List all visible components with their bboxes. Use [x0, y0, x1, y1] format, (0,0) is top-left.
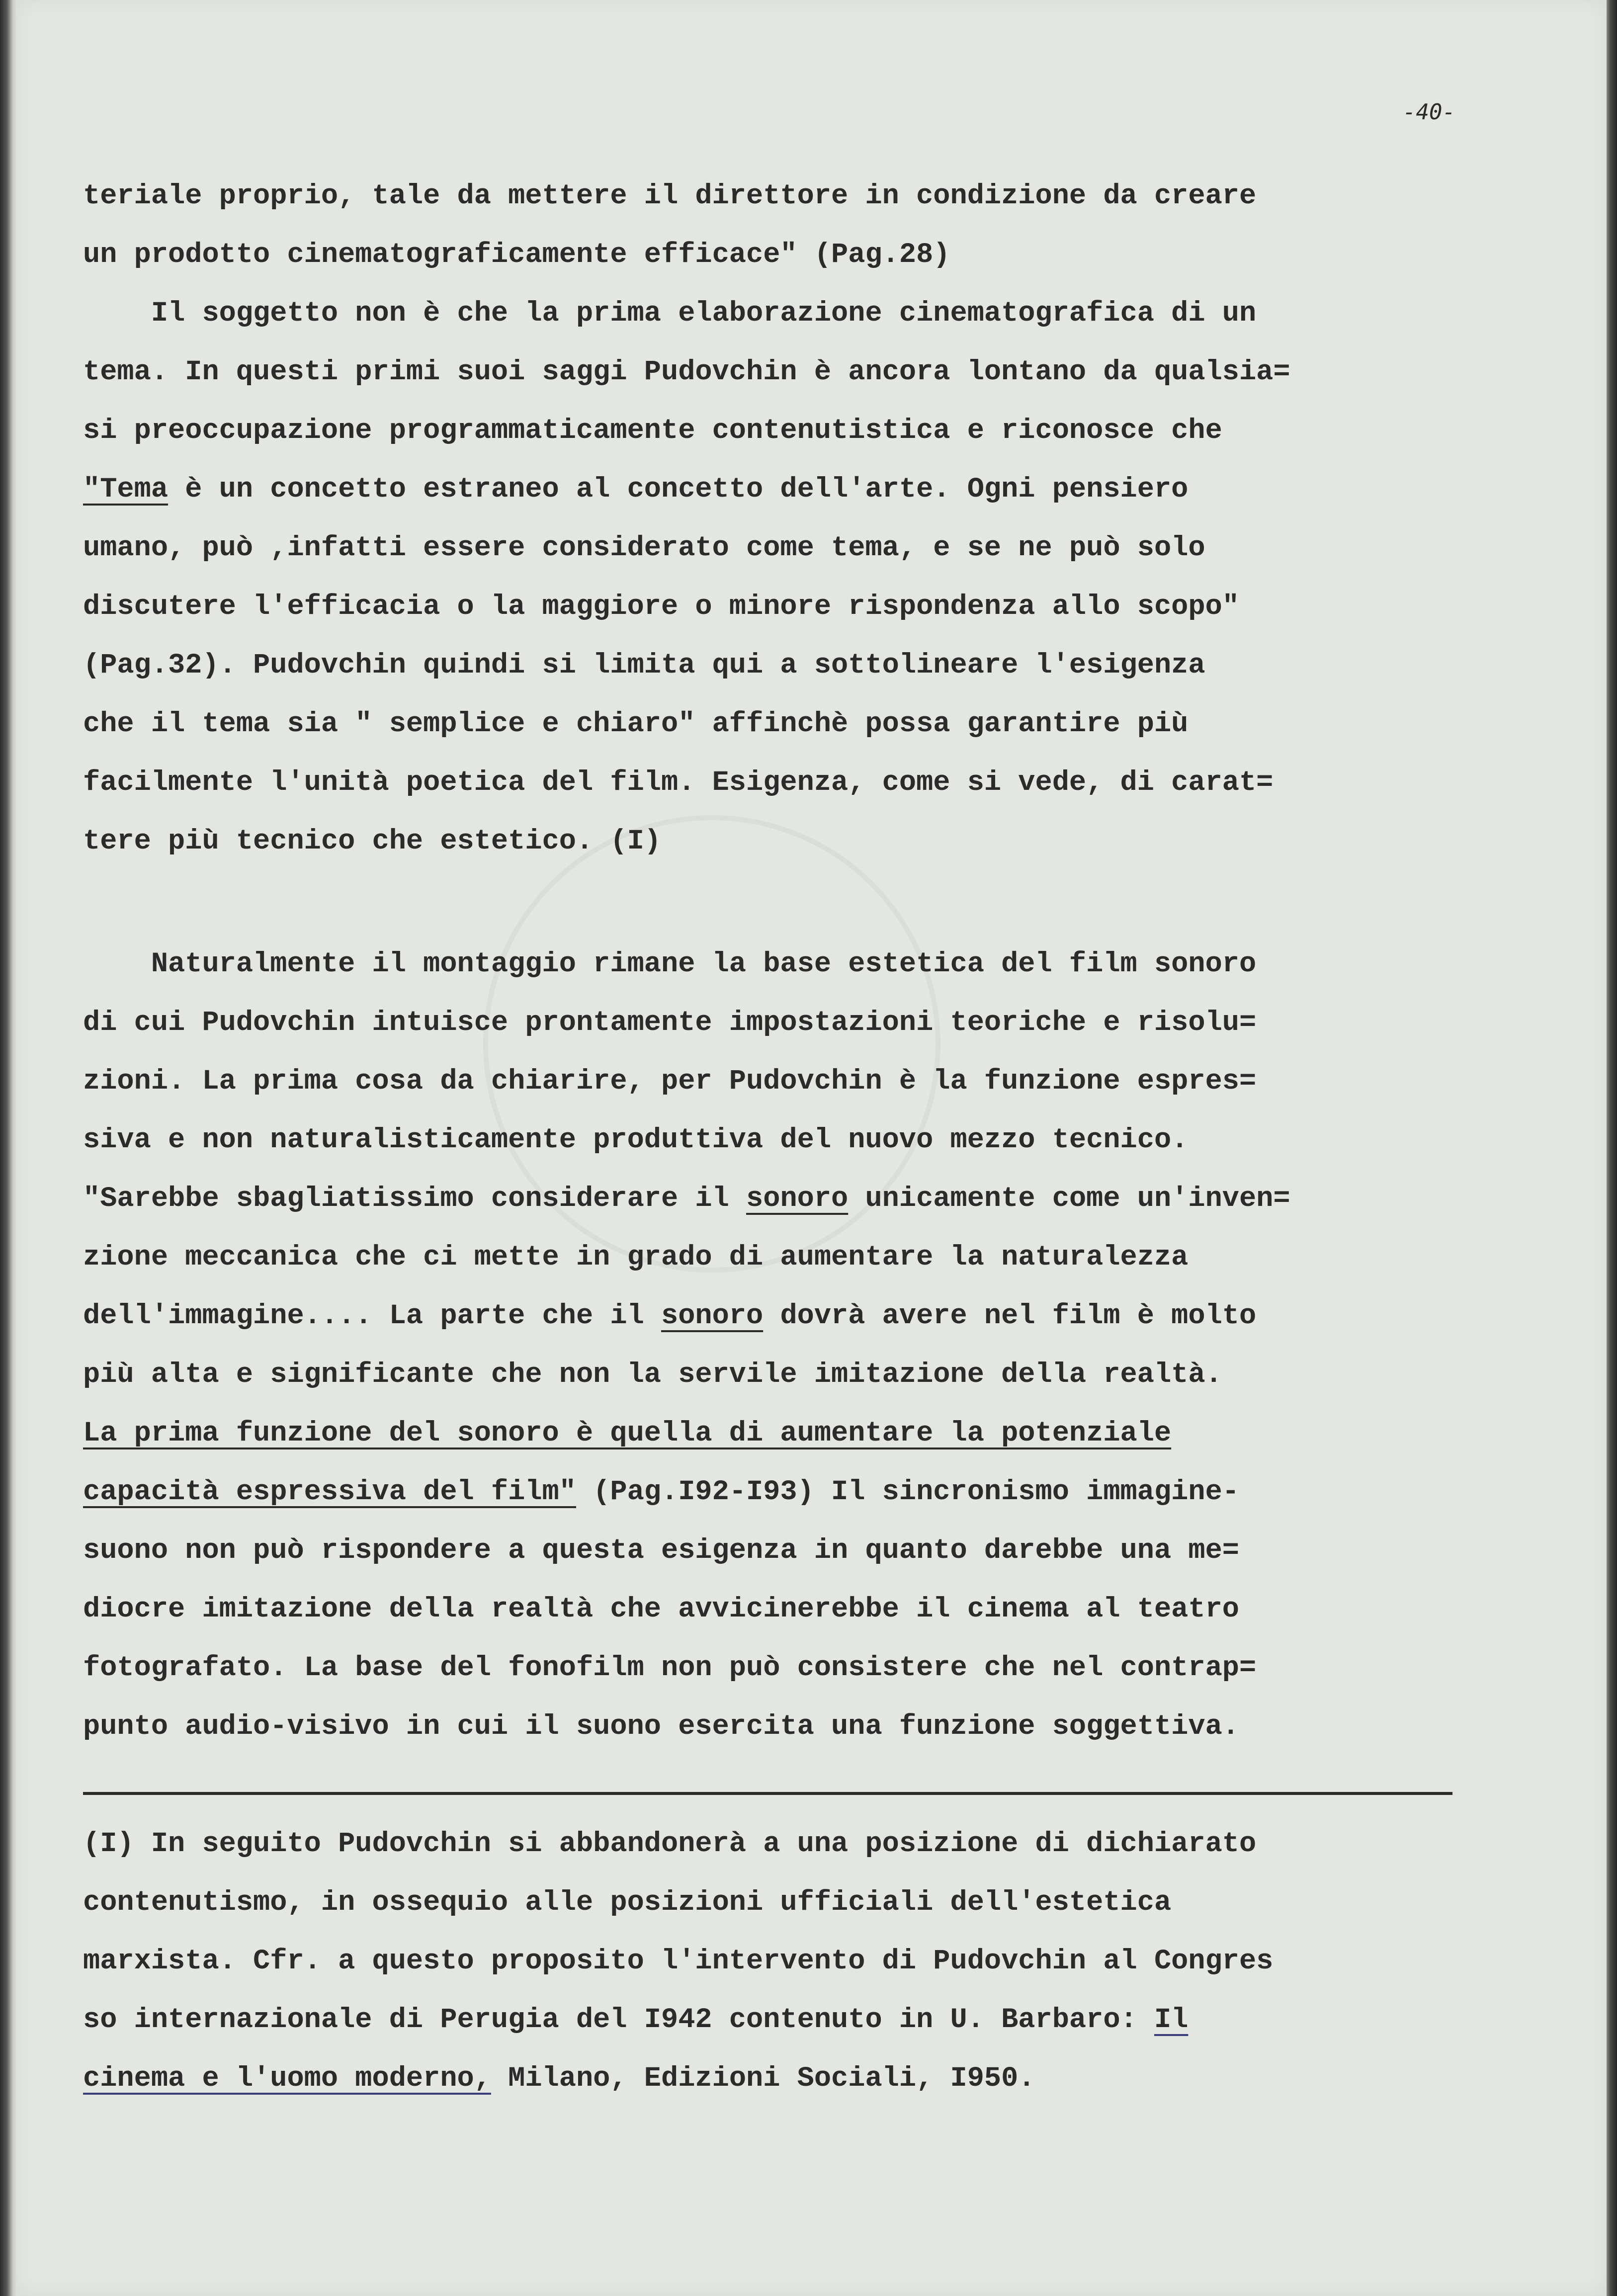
text-line: contenutismo, in ossequio alle posizioni ufficiali dell'estetica	[83, 1887, 1172, 1919]
text-line: tema. In questi primi suoi saggi Pudovchin è ancora lontano da qualsia=	[83, 356, 1290, 388]
text-line-cinema	[83, 2059, 1035, 2099]
underlined-title: Il	[1154, 2004, 1189, 2036]
paragraph-2	[83, 944, 1584, 1743]
footnote-divider	[83, 1792, 1452, 1795]
text-line: diocre imitazione della realtà che avvicinerebbe il cinema al teatro	[83, 1594, 1239, 1625]
text-line: tere più tecnico che estetico. (I)	[83, 826, 661, 857]
text-line: più alta e significante che non la servile imitazione della realtà.	[83, 1359, 1222, 1391]
text-line-capacita	[83, 1472, 1239, 1512]
text-line: zioni. La prima cosa da chiarire, per Pudovchin è la funzione espres=	[83, 1066, 1257, 1098]
text-line: facilmente l'unità poetica del film. Esigenza, come si vede, di carat=	[83, 767, 1274, 799]
paragraph-1	[83, 176, 1584, 857]
text-line: marxista. Cfr. a questo proposito l'intervento di Pudovchin al Congres	[83, 1946, 1274, 1977]
text-segment: dovrà avere nel film è molto	[763, 1300, 1257, 1332]
text-line-barbaro	[83, 2000, 1188, 2040]
text-line: umano, può ,infatti essere considerato come tema, e se ne può solo	[83, 532, 1205, 564]
text-line: si preoccupazione programmaticamente contenutistica e riconosce che	[83, 415, 1222, 447]
text-line: zione meccanica che ci mette in grado di aumentare la naturalezza	[83, 1242, 1189, 1274]
page-number: -40-	[1403, 99, 1455, 125]
underlined-title: cinema e l'uomo moderno,	[83, 2063, 491, 2095]
text-segment: unicamente come un'inven=	[848, 1183, 1290, 1215]
underlined-tema: "Tema	[83, 474, 169, 506]
text-line-tema	[83, 470, 1188, 510]
footnote	[83, 1824, 1584, 2095]
text-segment: dell'immagine.... La parte che il	[83, 1300, 661, 1332]
text-segment: "Sarebbe sbagliatissimo considerare il	[83, 1183, 747, 1215]
text-line-sonoro-a	[83, 1179, 1290, 1219]
text-line-underlined	[83, 1414, 1171, 1453]
text-segment: Milano, Edizioni Sociali, I950.	[491, 2063, 1035, 2095]
text-line: (Pag.32). Pudovchin quindi si limita qui a sottolineare l'esigenza	[83, 650, 1205, 681]
text-line: punto audio-visivo in cui il suono esercita una funzione soggettiva.	[83, 1711, 1239, 1743]
text-line-sonoro-b	[83, 1296, 1256, 1336]
text-line: Il soggetto non è che la prima elaborazione cinematografica di un	[83, 298, 1257, 330]
underlined-quote: La prima funzione del sonoro è quella di aumentare la potenziale	[83, 1418, 1172, 1449]
text-line: discutere l'efficacia o la maggiore o minore rispondenza allo scopo"	[83, 591, 1239, 623]
text-line: Naturalmente il montaggio rimane la base estetica del film sonoro	[83, 948, 1257, 980]
text-line: fotografato. La base del fonofilm non può consistere che nel contrap=	[83, 1652, 1257, 1684]
underlined-sonoro: sonoro	[746, 1183, 849, 1215]
underlined-quote: capacità espressiva del film"	[83, 1476, 576, 1508]
text-line: (I) In seguito Pudovchin si abbandonerà a una posizione di dichiarato	[83, 1828, 1257, 1860]
underlined-sonoro: sonoro	[661, 1300, 764, 1332]
text-line: suono non può rispondere a questa esigenza in quanto darebbe una me=	[83, 1535, 1239, 1567]
text-line: di cui Pudovchin intuisce prontamente impostazioni teoriche e risolu=	[83, 1007, 1257, 1039]
text-segment: è un concetto estraneo al concetto dell'arte. Ogni pensiero	[168, 474, 1189, 506]
text-segment: so internazionale di Perugia del I942 contenuto in U. Barbaro:	[83, 2004, 1154, 2036]
text-line: teriale proprio, tale da mettere il direttore in condizione da creare	[83, 180, 1257, 212]
text-segment: (Pag.I92-I93) Il sincronismo immagine-	[576, 1476, 1239, 1508]
text-line: un prodotto cinematograficamente efficace" (Pag.28)	[83, 239, 950, 271]
text-line: che il tema sia " semplice e chiaro" affinchè possa garantire più	[83, 708, 1189, 740]
text-line: siva e non naturalisticamente produttiva del nuovo mezzo tecnico.	[83, 1124, 1189, 1156]
typewritten-page	[16, 0, 1607, 2296]
